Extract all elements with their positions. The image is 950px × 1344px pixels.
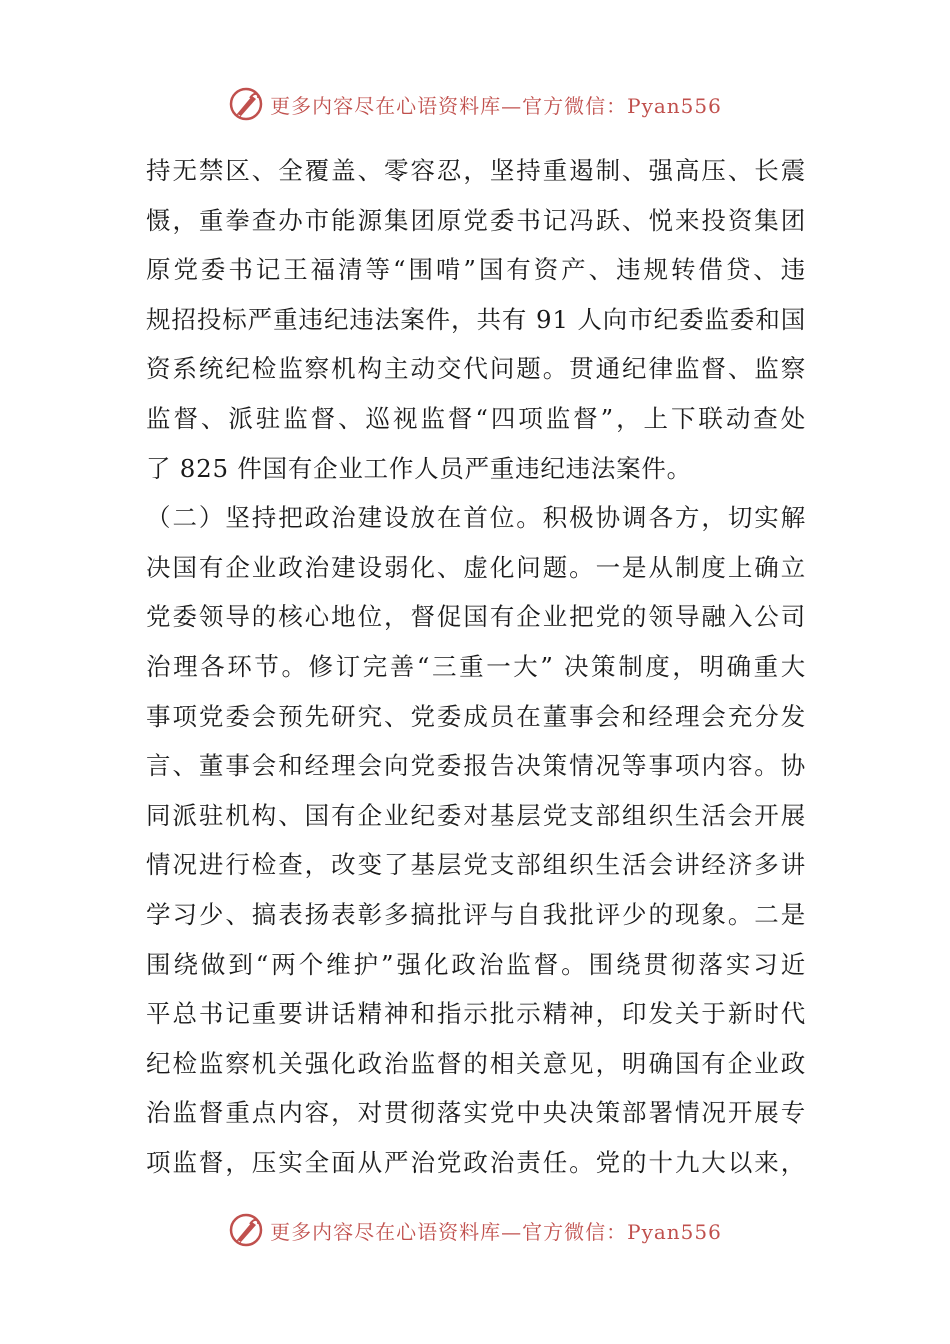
body-line: 学习少、搞表扬表彰多搞批评与自我批评少的现象。二是 [146, 899, 806, 929]
body-line: 治理各环节。修订完善“三重一大” 决策制度，明确重大 [146, 651, 806, 681]
pen-logo-icon [228, 1212, 264, 1248]
pen-logo-icon [228, 86, 264, 122]
body-line: 言、董事会和经理会向党委报告决策情况等事项内容。协 [146, 751, 806, 781]
body-line: 治监督重点内容，对贯彻落实党中央决策部署情况开展专 [146, 1098, 806, 1128]
body-line: 监督、派驻监督、巡视监督“四项监督”，上下联动查处 [146, 403, 806, 433]
watermark-text: 更多内容尽在心语资料库—官方微信：Pyan556 [270, 1219, 722, 1244]
body-line: 资系统纪检监察机构主动交代问题。贯通纪律监督、监察 [146, 354, 806, 384]
body-line: 慑，重拳查办市能源集团原党委书记冯跃、悦来投资集团 [146, 205, 806, 235]
body-line: 持无禁区、全覆盖、零容忍，坚持重遏制、强高压、长震 [146, 156, 806, 185]
body-line: 项监督，压实全面从严治党政治责任。党的十九大以来， [146, 1147, 806, 1177]
header-watermark [0, 84, 950, 124]
body-line: 平总书记重要讲话精神和指示批示精神，印发关于新时代 [146, 999, 806, 1029]
watermark-text: 更多内容尽在心语资料库—官方微信：Pyan556 [270, 93, 722, 118]
body-line: 决国有企业政治建设弱化、虚化问题。一是从制度上确立 [146, 552, 806, 582]
body-line: （二）坚持把政治建设放在首位。积极协调各方，切实解 [146, 503, 806, 533]
body-line: 规招投标严重违纪违法案件，共有 91 人向市纪委监委和国 [146, 304, 806, 334]
body-line: 围绕做到“两个维护”强化政治监督。围绕贯彻落实习近 [146, 949, 806, 979]
body-line: 原党委书记王福清等“围啃”国有资产、违规转借贷、违 [146, 255, 806, 285]
body-line: 了 825 件国有企业工作人员严重违纪违法案件。 [146, 453, 692, 483]
document-body [146, 146, 806, 1187]
body-line: 事项党委会预先研究、党委成员在董事会和经理会充分发 [146, 701, 806, 731]
body-line: 情况进行检查，改变了基层党支部组织生活会讲经济多讲 [146, 850, 806, 880]
body-line: 同派驻机构、国有企业纪委对基层党支部组织生活会开展 [146, 800, 806, 830]
body-line: 纪检监察机关强化政治监督的相关意见，明确国有企业政 [146, 1048, 806, 1078]
footer-watermark [0, 1210, 950, 1250]
body-line: 党委领导的核心地位，督促国有企业把党的领导融入公司 [146, 602, 806, 632]
